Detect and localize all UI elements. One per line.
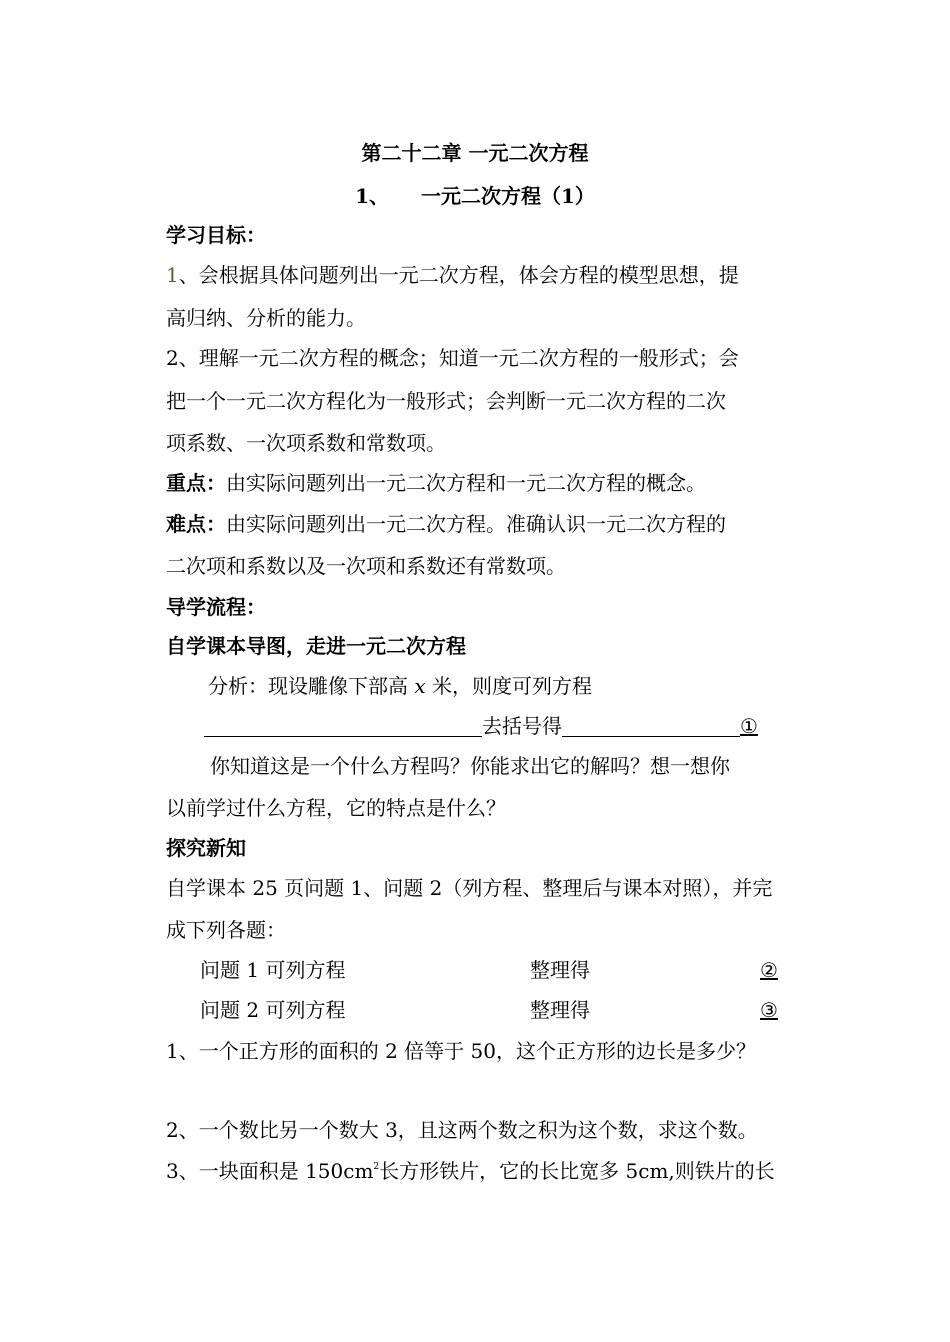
analysis-prefix: 分析：现设雕像下部高: [208, 674, 415, 698]
difficulty-line-2: 二次项和系数以及一次项和系数还有常数项。: [166, 554, 566, 578]
problem-2-equation-row: [200, 997, 820, 1023]
exercise-3-superscript: 2: [373, 1162, 380, 1172]
explore-intro-line-1: 自学课本 25 页问题 1、问题 2（列方程、整理后与课本对照），并完: [166, 876, 773, 900]
problem-2-arrange-label: 整理得: [530, 998, 590, 1022]
objective-2-line-2: 把一个一元二次方程化为一般形式；会判断一元二次方程的二次: [166, 389, 726, 413]
objective-2-line-3: 项系数、一次项系数和常数项。: [166, 431, 446, 455]
analysis-variable: x: [414, 674, 426, 698]
question-line-1: 你知道这是一个什么方程吗？你能求出它的解吗？想一想你: [210, 754, 730, 778]
problem-2-label: 问题 2 可列方程: [200, 998, 346, 1022]
section-title: [0, 183, 950, 209]
flow-heading: 导学流程：: [166, 595, 266, 619]
expand-label: 去括号得: [482, 714, 562, 738]
chapter-title: 第二十二章 一元二次方程: [361, 141, 589, 165]
objective-1-line-2: 高归纳、分析的能力。: [166, 306, 366, 330]
explore-heading: 探究新知: [166, 836, 246, 860]
equation-blank-1[interactable]: [204, 716, 482, 737]
section-number: 1、: [355, 184, 389, 208]
difficulty-line-1: [166, 511, 786, 537]
selfstudy-heading: 自学课本导图，走进一元二次方程: [166, 634, 466, 658]
objective-1-text: 、会根据具体问题列出一元二次方程，体会方程的模型思想，提: [178, 263, 739, 287]
objective-1-number: 1: [166, 263, 179, 287]
problem-1-arrange-label: 整理得: [530, 958, 590, 982]
explore-intro-line-2: 成下列各题：: [166, 918, 286, 942]
difficulty-text: 由实际问题列出一元二次方程。准确认识一元二次方程的: [226, 512, 726, 536]
section-name: 一元二次方程（1）: [421, 184, 595, 208]
objective-1-line-1: [166, 262, 786, 288]
equation-mark-1: ①: [740, 714, 758, 738]
question-line-2: 以前学过什么方程，它的特点是什么？: [166, 796, 506, 820]
difficulty-label: 难点：: [166, 512, 226, 536]
problem-1-equation-row: [200, 957, 820, 983]
exercise-3-part-b: 长方形铁片，它的长比宽多 5cm,则铁片的长: [379, 1159, 775, 1183]
exercise-1: 1、一个正方形的面积的 2 倍等于 50，这个正方形的边长是多少？: [166, 1039, 756, 1063]
exercise-2: 2、一个数比另一个数大 3，且这两个数之积为这个数，求这个数。: [166, 1118, 758, 1142]
key-point-label: 重点：: [166, 471, 226, 495]
objectives-heading: 学习目标：: [166, 223, 266, 247]
analysis-line: [208, 673, 828, 699]
analysis-suffix: 米，则度可列方程: [425, 674, 592, 698]
equation-mark-3: ③: [760, 998, 778, 1022]
equation-mark-2: ②: [760, 958, 778, 982]
equation-blank-line: [204, 713, 824, 739]
equation-blank-2[interactable]: [562, 716, 740, 737]
key-point-text: 由实际问题列出一元二次方程和一元二次方程的概念。: [226, 471, 706, 495]
problem-1-label: 问题 1 可列方程: [200, 958, 346, 982]
exercise-3: [166, 1158, 786, 1184]
exercise-3-part-a: 3、一块面积是 150cm: [166, 1159, 374, 1183]
key-point: [166, 470, 786, 496]
objective-2-line-1: 2、理解一元二次方程的概念；知道一元二次方程的一般形式；会: [166, 346, 739, 370]
